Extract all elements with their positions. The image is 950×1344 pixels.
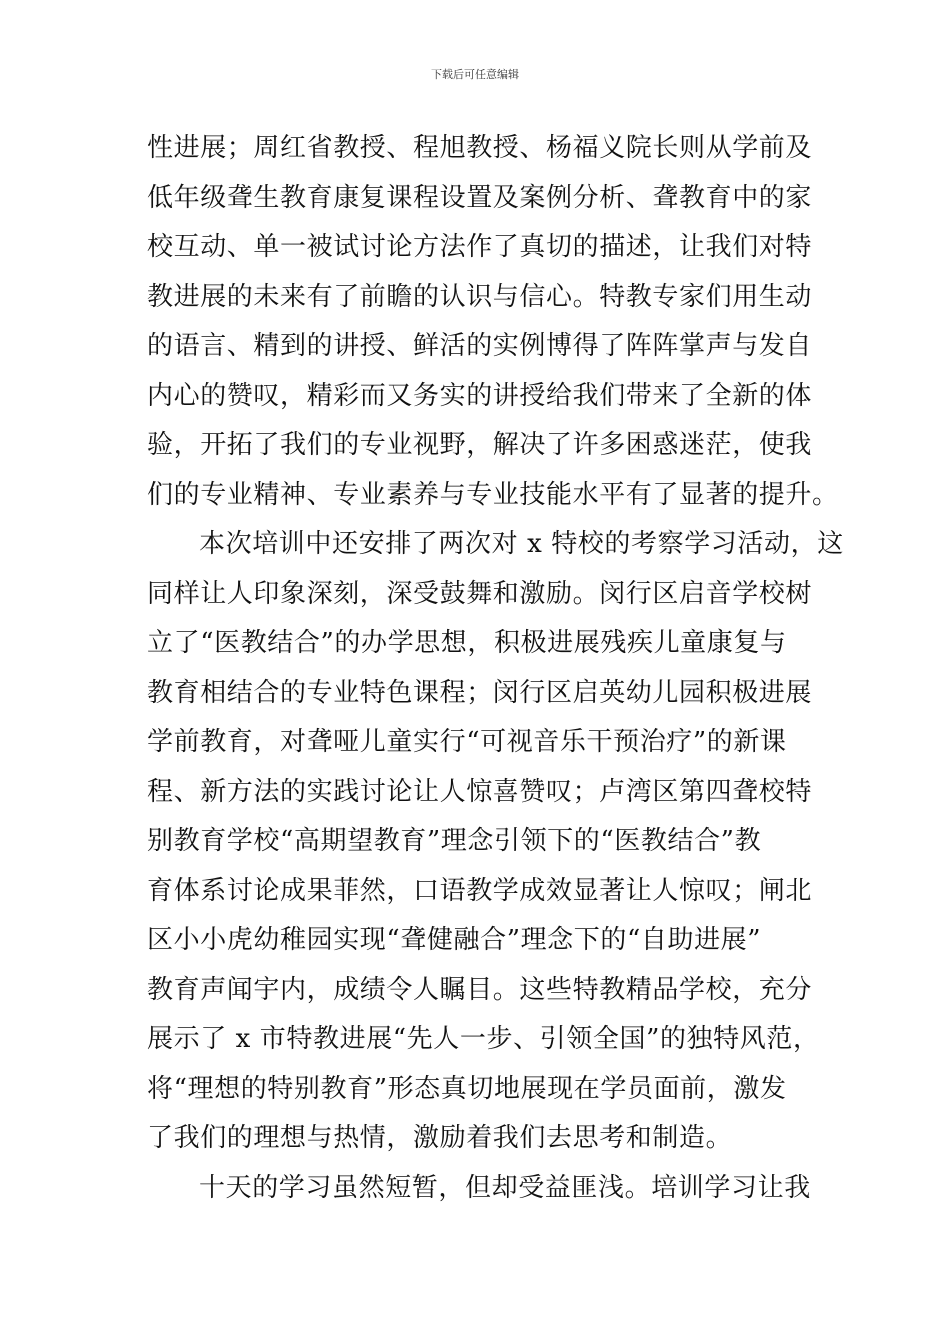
text-line: 性进展；周红省教授、程旭教授、杨福义院长则从学前及 (147, 133, 813, 163)
text-line: 将“理想的特别教育”形态真切地展现在学员面前，激发 (147, 1073, 787, 1104)
text-line: 教育声闻宇内，成绩令人瞩目。这些特教精品学校，充分 (147, 974, 813, 1005)
document-body (147, 124, 844, 1213)
text-line: 程、新方法的实践讨论让人惊喜赞叹；卢湾区第四聋校特 (147, 776, 813, 807)
text-line: 们的专业精神、专业素养与专业技能水平有了显著的提升。 (147, 479, 839, 510)
text-line: 同样让人印象深刻，深受鼓舞和激励。闵行区启音学校树 (147, 578, 813, 609)
text-line: 立了“医教结合”的办学思想，积极进展残疾儿童康复与 (147, 628, 787, 658)
text-line: 的语言、精到的讲授、鲜活的实例博得了阵阵掌声与发自 (147, 331, 813, 361)
text-line: 校互动、单一被试讨论方法作了真切的描述，让我们对特 (147, 232, 813, 262)
text-line: 学前教育，对聋哑儿童实行“可视音乐干预治疗”的新课 (147, 727, 787, 757)
text-line: 了我们的理想与热情，激励着我们去思考和制造。 (147, 1123, 733, 1153)
paragraph-start-line: 本次培训中还安排了两次对 x 特校的考察学习活动，这 (199, 529, 844, 559)
text-line: 育体系讨论成果菲然，口语教学成效显著让人惊叹；闸北 (147, 875, 813, 906)
text-line: 内心的赞叹，精彩而又务实的讲授给我们带来了全新的体 (147, 380, 813, 411)
text-line: 教育相结合的专业特色课程；闵行区启英幼儿园积极进展 (147, 677, 813, 708)
header-note: 下载后可任意编辑 (431, 68, 519, 81)
text-line: 区小小虎幼稚园实现“聋健融合”理念下的“自助进展” (147, 925, 762, 955)
text-line: 展示了 x 市特教进展“先人一步、引领全国”的独特风范， (147, 1024, 820, 1054)
text-line: 教进展的未来有了前瞻的认识与信心。特教专家们用生动 (147, 281, 813, 312)
text-line: 别教育学校“高期望教育”理念引领下的“医教结合”教 (147, 826, 762, 856)
paragraph-start-line: 十天的学习虽然短暂，但却受益匪浅。培训学习让我 (199, 1172, 811, 1203)
text-line: 验，开拓了我们的专业视野，解决了许多困惑迷茫，使我 (147, 430, 813, 460)
text-line: 低年级聋生教育康复课程设置及案例分析、聋教育中的家 (147, 182, 813, 213)
